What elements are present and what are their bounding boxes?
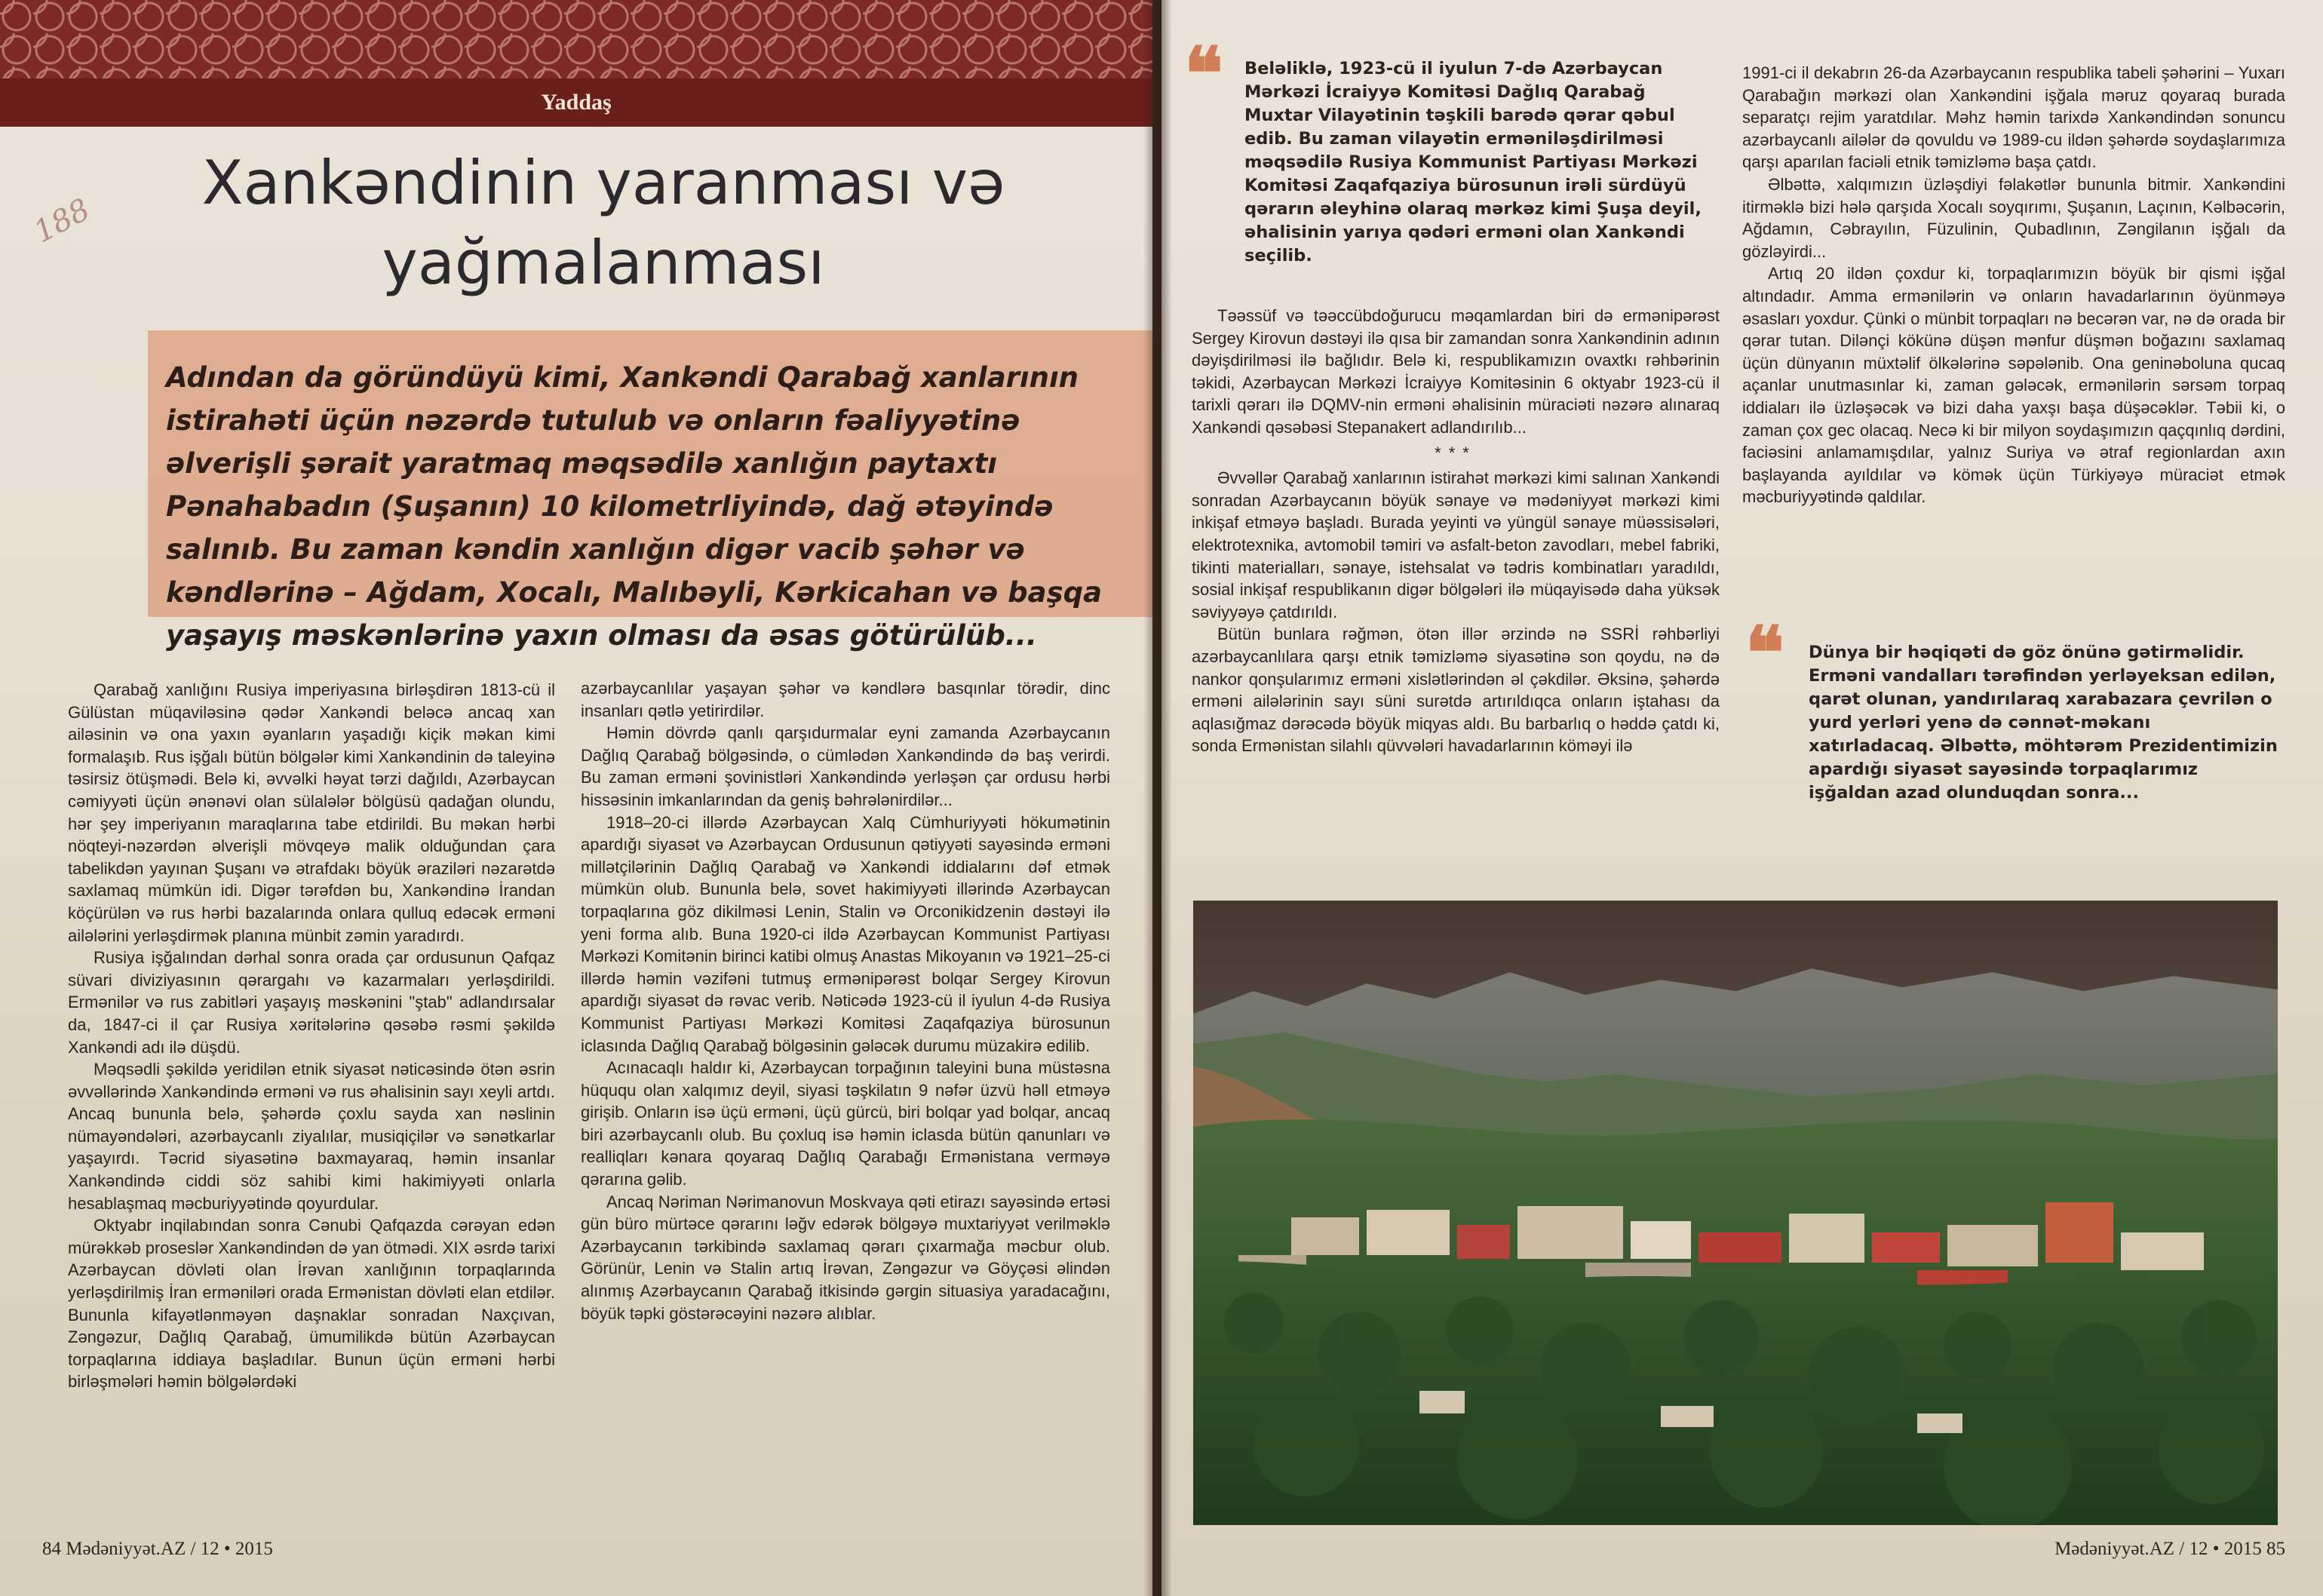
page-folio-left: 84 Mədəniyyət.AZ / 12 • 2015: [42, 1539, 273, 1559]
paragraph: Artıq 20 ildən çoxdur ki, torpaqlarımızın böyük bir qismi işğal altındadır. Amma ermənilərin və onların havadarlarının öyünməyə əsasları yoxdur. Çünki o münbit torpaqları nə becərən var, nə də orada bir qərar tutan. Dilənçi kökünə düşən mənfur düşmən boğazını saxlamaq üçün dünyanın müxtəlif ölkələrinə səpələnib. Ona geninəboluna qucaq açanlar unutmasınlar ki, zaman gələcək, ermənilərin sərsəm torpaq iddiaları ilə üzləşəcək və bizi daha yaxşı başa düşəcəklər. Təbii ki, o zaman çox gec olacaq. Necə ki bir milyon soydaşımızın qaçqınlıq dərdini, faciəsini anlamamışdılar, yalnız Suriya və ətraf regionlardan axın başlayanda ayıldılar və kömək üçün Türkiyəyə müraciət etmək məcburiyyətində qaldılar.: [1742, 264, 2285, 507]
paragraph: Oktyabr inqilabından sonra Cənubi Qafqazda cərəyan edən mürəkkəb proseslər Xankəndindən də yan ötmədi. XIX əsrdə tarixi Azərbaycan dövləti olan İrəvan xanlığının torpaqlarında yerləşdirilmiş İran erməniləri orada Ermənistan dövləti elan etdilər. Bununla kifayətlənməyən daşnaklar sonradan Naxçıvan, Zəngəzur, Dağlıq Qarabağ, ümumilikdə bütün Azərbaycan torpaqlarına iddiaya başladılar. Bunun üçün erməni hərbi birləşmələri həmin bölgələrdəki: [68, 1216, 555, 1392]
lede-box: [148, 330, 1152, 652]
column-1: [68, 679, 555, 1393]
paragraph: Əvvəllər Qarabağ xanlarının istirahət mərkəzi kimi salınan Xankəndi sonradan Azərbaycanın böyük sənaye və mədəniyyət mərkəzi kimi inkişaf etməyə başladı. Burada yeyinti və yüngül sənaye müəssisələri, elektrotexnika, avtomobil təmiri və asfalt-beton zavodları, mebel fabriki, tikinti materialları, sənaye, istehsalat və tədris kombinatları yaradıldı, sosial inkişaf respublikanın digər bölgələri ilə müqayisədə daha yüksək səviyyəyə çatdırıldı.: [1192, 468, 1720, 622]
paragraph: 1918–20-ci illərdə Azərbaycan Xalq Cümhuriyyəti hökumətinin apardığı siyasət və Azərbaycan Ordusunun qətiyyəti sayəsində erməni millətçilərinin Dağlıq Qarabağ və Xankəndi iddialarını dəf etmək mümkün olub. Bununla belə, sovet hakimiyyəti illərində Azərbaycan torpaqlarına göz dikilməsi Lenin, Stalin və Orconikidzenin dəstəyi ilə yeni forma alıb. Buna 1920-ci ildə Azərbaycan Kommunist Partiyası Mərkəzi Komitənin birinci katibi olmuş Anastas Mikoyanın və 1921–25-ci illərdə həmin vəzifəni tutmuş ermənipərəst bolqar Sergey Kirovun apardığı siyasət də rəvac verib. Nəticədə 1923-cü il iyulun 4-də Rusiya Kommunist Partiyası Mərkəzi Komitəsi Zaqafqaziya bürosunun iclasında Dağlıq Qarabağ bölgəsinin gələcək durumu müzakirə edilib.: [581, 812, 1110, 1055]
section-divider-stars: ***: [1435, 443, 1477, 462]
paragraph: Əlbəttə, xalqımızın üzləşdiyi fəlakətlər bununla bitmir. Xankəndini itirməklə bizi hələ qarşıda Xocalı soyqırımı, Şuşanın, Laçının, Kəlbəcərin, Ağdamın, Cəbrayılın, Füzulinin, Qubadlının, Zəngilanın işğalı da gözləyirdi...: [1742, 174, 2285, 261]
title-line-1: Xankəndinin yaranması və: [201, 148, 1005, 218]
column-2: [581, 677, 1110, 1324]
paragraph: azərbaycanlılar yaşayan şəhər və kəndlərə basqınlar törədir, dinc insanları qətlə yetirirdilər.: [581, 679, 1110, 720]
paragraph: 1991-ci il dekabrın 26-da Azərbaycanın respublika tabeli şəhərini – Yuxarı Qarabağın mərkəzi olan Xankəndini işğala məruz qoyaraq burada separatçı rejim yaratdılar. Məhz həmin tarixdə Xankəndindən sonuncu azərbaycanlı ailələr də qovuldu və 1989-cu ildən şəhərdə soydaşlarımıza qarşı aparılan faciəli etnik təmizləmə başa çatdı.: [1742, 63, 2285, 172]
paragraph: Bütün bunlara rəğmən, ötən illər ərzində nə SSRİ rəhbərliyi azərbaycanlılara qarşı etnik təmizləmə siyasətinə son qoydu, nə də nankor qonşularımız erməni xislətlərindən əl çəkdilər. Əksinə, şəhərdə erməni ailələrinin sayı süni surətdə artırıldıqca onların iştahası da aqlasığmaz dərəcədə böyük miqyas aldı. Bu barbarlıq o həddə çatdı ki, sonda Ermənistan silahlı qüvvələri havadarlarının köməyi ilə: [1192, 625, 1720, 756]
quote-mark-icon: ❝: [1184, 31, 1223, 116]
quote-mark-icon: ❝: [1745, 610, 1784, 695]
ornamental-header-band: [0, 0, 1152, 78]
pull-quote-1: Beləliklə, 1923-cü il iyulun 7-də Azərbaycan Mərkəzi İcraiyyə Komitəsi Dağlıq Qarabağ Muxtar Vilayətinin təşkili barədə qərar qəbul edib. Bu zaman vilayətin erməniləşdirilməsi məqsədilə Rusiya Kommunist Partiyası Mərkəzi Komitəsi Zaqafqaziya bürosunun irəli sürdüyü qərarın əleyhinə olaraq mərkəz kimi Şuşa deyil, əhalisinin yarıya qədəri erməni olan Xankəndi seçilib.: [1244, 59, 1702, 265]
paragraph: Məqsədli şəkildə yeridilən etnik siyasət nəticəsində ötən əsrin əvvəllərində Xankəndində erməni və rus əhalisinin sayı xeyli artdı. Ancaq bununla belə, şəhərdə çoxlu sayda xan nəslinin nümayəndələri, azərbaycanlı ziyalılar, musiqiçilər və sənətkarlar yaşayırdı. Təcrid siyasətinə baxmayaraq, həmin insanlar Xankəndində ciddi söz sahibi kimi hakimiyyəti onlarla hesablaşmaq məcburiyyətində qoyurdular.: [68, 1060, 555, 1213]
section-header: [0, 78, 1152, 127]
paragraph: Qarabağ xanlığını Rusiya imperiyasına birləşdirən 1813-cü il Gülüstan müqaviləsinə qədər Xankəndi beləcə ancaq xan ailəsinin və ona yaxın əyanların yaşadığı kiçik məkan kimi formalaşıb. Rus işğalı bütün bölgələr kimi Xankəndinin də taleyinə təsirsiz ötüşmədi. Belə ki, əvvəlki həyat tərzi dağıldı, Azərbaycan cəmiyyəti üçün ənənəvi olan sülalələr bölgüsü qadağan olundu, hər şey imperiyanın maraqlarına tabe etdirildi. Bu məkan hərbi nöqteyi-nəzərdən əlverişli mövqeyə malik olduğundan çara tabelikdən yayınan Şuşanı və ətrafdakı böyük əraziləri nəzarətdə saxlamaq mümkün idi. Digər tərəfdən bu, Xankəndinə İrandan köçürülən və rus hərbi bazalarında onlara qulluq edəcək erməni ailələrini yerləşdirmək planına münbit zəmin yaradırdı.: [68, 680, 555, 945]
pull-quote-2: Dünya bir həqiqəti də göz önünə gətirməlidir. Erməni vandalları tərəfindən yerləyeksan edilən, qarət olunan, yandırılaraq xarabazara çevrilən o yurd yerləri yenə də cənnət-məkanı xatırladacaq. Əlbəttə, möhtərəm Prezidentimizin apardığı siyasət sayəsində torpaqlarımız işğaldan azad olunduqdan sonra...: [1809, 643, 2278, 803]
column-3: [1192, 305, 1720, 757]
left-page: [0, 0, 1152, 1596]
page-folio-right: Mədəniyyət.AZ / 12 • 2015 85: [2054, 1539, 2285, 1559]
city-landscape-photo: [1193, 901, 2278, 1525]
paragraph: Təəssüf və təəccübdoğurucu məqamlardan biri də ermənipərəst Sergey Kirovun dəstəyi ilə qısa bir zamandan sonra Xankəndinin adının dəyişdirilməsi ilə bağlıdır. Belə ki, respublikamızın ovaxtkı rəhbərinin təkidi, Azərbaycan Mərkəzi İcraiyyə Komitəsinin 6 oktyabr 1923-cü il tarixli qərarı ilə DQMV-nin erməni əhalisinin müraciəti nəzərə alınaraq Xankəndi qəsəbəsi Stepanakert adlandırılıb...: [1192, 306, 1720, 437]
paragraph: Ancaq Nəriman Nərimanovun Moskvaya qəti etirazı sayəsində ertəsi gün büro mürtəce qərarını ləğv edərək bölgəyə muxtariyyət verilməklə Azərbaycanın tərkibində saxlamaq qərarı çıxarmağa məcbur olub. Görünür, Lenin və Stalin artıq İrəvan, Zəngəzur və Göyçəsi əlindən alınmış Azərbaycanın Qarabağ itkisində gərgin situasiya yaradacağını, böyük təpki göstərəcəyini nəzərə alıblar.: [581, 1192, 1110, 1323]
paragraph: Həmin dövrdə qanlı qarşıdurmalar eyni zamanda Azərbaycanın Dağlıq Qarabağ bölgəsində, o cümlədən Xankəndində də baş verirdi. Bu zaman erməni şovinistləri Xankəndində yerləşən çar ordusu hərbi hissəsinin imkanlarından da geniş bəhrələnirdilər...: [581, 723, 1110, 809]
article-title: [151, 143, 1056, 303]
handwritten-note: 188: [28, 192, 96, 250]
lede-text: Adından da göründüyü kimi, Xankəndi Qarabağ xanlarının istirahəti üçün nəzərdə tutulub və onların fəaliyyətinə əlverişli şərait yaratmaq məqsədilə xanlığın paytaxtı Pənahabadın (Şuşanın) 10 kilometrliyində, dağ ətəyində salınıb. Bu zaman kəndin xanlığın digər vacib şəhər və kəndlərinə – Ağdam, Xocalı, Malıbəyli, Kərkicahan və başqa yaşayış məskənlərinə yaxın olması da əsas götürülüb...: [166, 361, 1103, 652]
title-line-2: yağmalanması: [382, 228, 825, 298]
column-4: [1742, 62, 2285, 508]
landscape-illustration: [1193, 901, 2278, 1525]
paragraph: Rusiya işğalından dərhal sonra orada çar ordusunun Qafqaz süvari diviziyasının qərargahı və kazarmaları yerləşdirildi. Ermənilər və rus zabitləri yaşayış məskənini "ştab" adlandırsalar da, 1847-ci il çar Rusiya xəritələrinə qəsəbə rəsmi şəkildə Xankəndi adı ilə düşdü.: [68, 948, 555, 1057]
paragraph: Acınacaqlı haldır ki, Azərbaycan torpağının taleyini buna müstəsna hüququ olan xalqımız deyil, siyasi təşkilatın 9 nəfər üzvü həll etməyə girişib. Onların isə üçü erməni, üçü gürcü, biri bolqar yad bolqar, ancaq biri azərbaycanlı olub. Bu çoxluq isə həmin iclasda bütün qanunları və realliqları kənara qoyaraq Dağlıq Qarabağı Ermənistana verməyə qərarına gəlib.: [581, 1058, 1110, 1189]
section-label: Yaddaş: [541, 90, 612, 115]
